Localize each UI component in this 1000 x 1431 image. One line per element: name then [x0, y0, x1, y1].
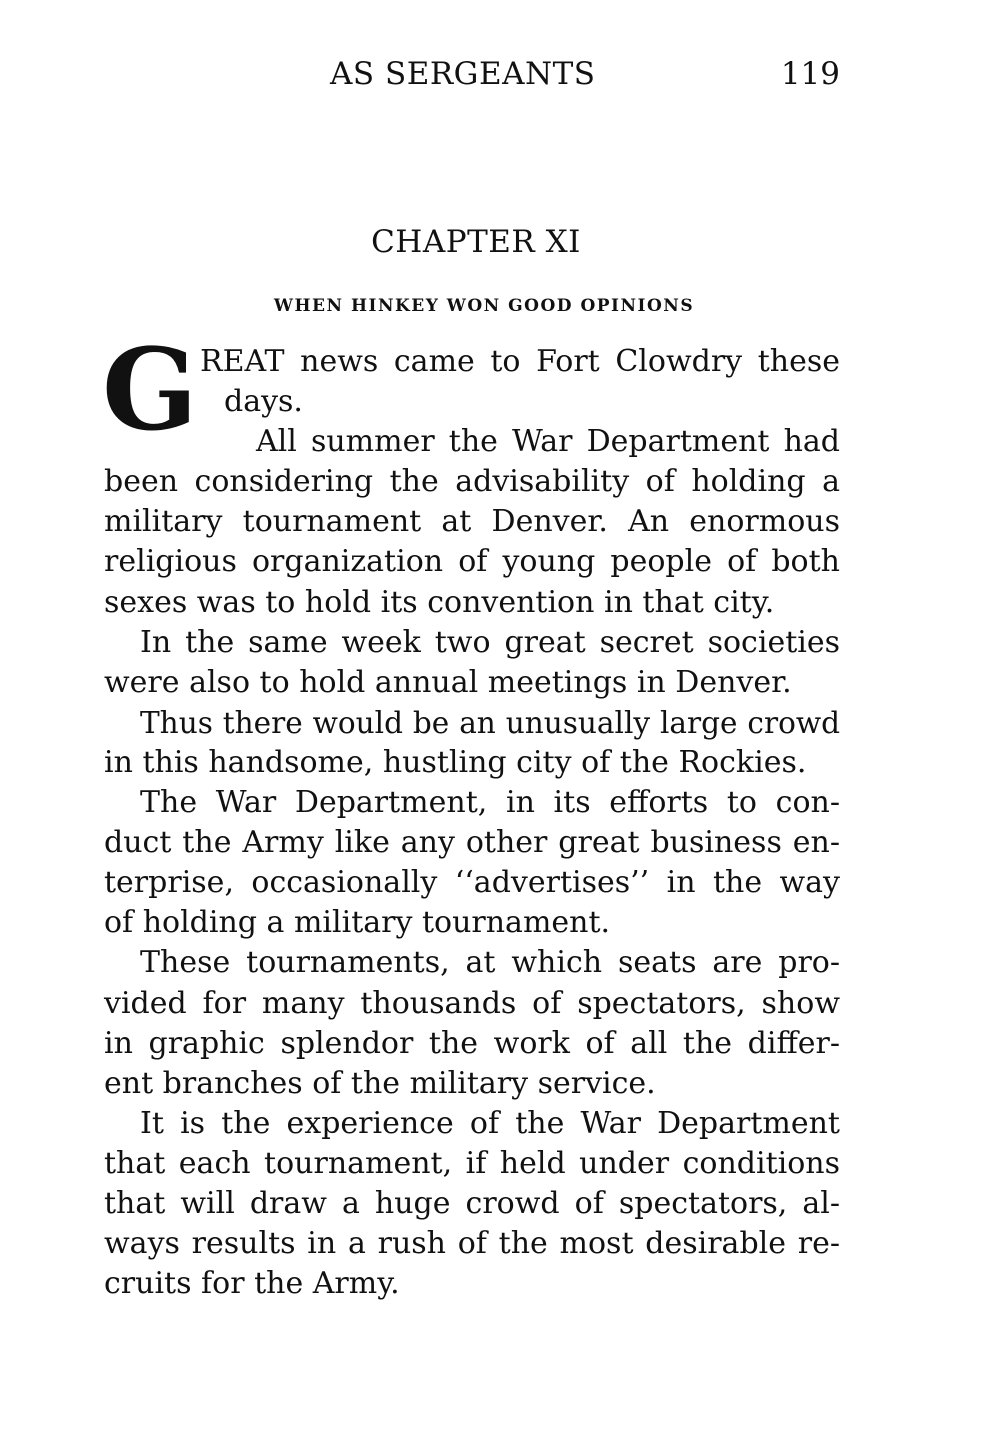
text-line: in this handsome, hustling city of the Rockies.: [104, 744, 807, 780]
text-line: military tournament at Denver. An enormous: [104, 504, 840, 540]
text-line: vided for many thousands of spectators, show: [104, 985, 840, 1021]
text-line: These tournaments, at which seats are pro-: [140, 945, 840, 981]
text-line: that each tournament, if held under conditions: [104, 1145, 840, 1181]
text-line: days.: [224, 384, 303, 420]
text-line: All summer the War Department had: [256, 424, 840, 460]
text-line: were also to hold annual meetings in Denver.: [104, 664, 792, 700]
text-line: In the same week two great secret societies: [140, 624, 840, 660]
text-line: ent branches of the military service.: [104, 1065, 656, 1101]
text-line: terprise, occasionally ‘‘advertises’’ in the way: [104, 865, 840, 901]
text-line: The War Department, in its efforts to con-: [140, 785, 840, 821]
text-line: REAT news came to Fort Clowdry these: [200, 344, 840, 379]
page-number: 119: [780, 56, 840, 92]
body-text: [102, 325, 840, 1304]
chapter-heading: CHAPTER XI: [371, 224, 581, 260]
text-line: in graphic splendor the work of all the differ-: [104, 1025, 840, 1061]
text-line: that will draw a huge crowd of spectators, al-: [104, 1185, 840, 1221]
text-line: duct the Army like any other great business en-: [104, 825, 840, 861]
text-line: It is the experience of the War Department: [140, 1105, 840, 1141]
text-line: sexes was to hold its convention in that city.: [104, 584, 775, 620]
running-head-title: AS SERGEANTS: [330, 56, 596, 92]
drop-cap: G: [102, 325, 198, 456]
text-line: been considering the advisability of holding a: [104, 464, 840, 500]
text-line: cruits for the Army.: [104, 1266, 400, 1302]
text-line: ways results in a rush of the most desirable re-: [104, 1226, 840, 1262]
text-line: of holding a military tournament.: [104, 905, 611, 941]
running-head: [104, 56, 840, 100]
text-line: Thus there would be an unusually large crowd: [140, 705, 840, 740]
chapter-subtitle: WHEN HINKEY WON GOOD OPINIONS: [273, 296, 695, 316]
text-line: religious organization of young people of both: [104, 544, 840, 580]
